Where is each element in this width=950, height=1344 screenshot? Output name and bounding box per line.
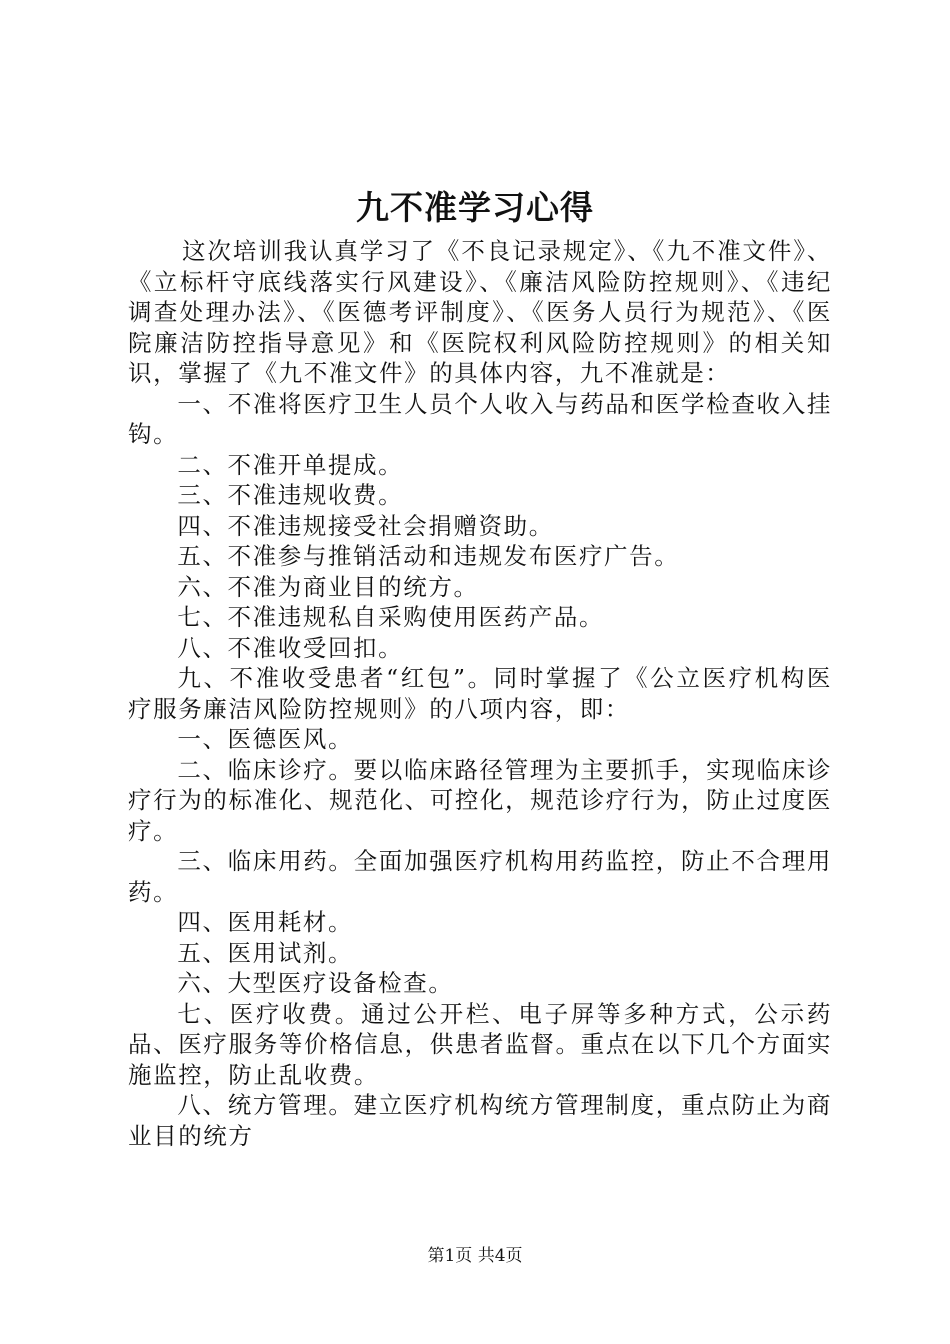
risk-paragraph: 一、医德医风。 (177, 725, 354, 753)
rule-paragraph: 一、不准将医疗卫生人员个人收入与药品和医学检查收入挂钩。 (128, 389, 832, 448)
risk-paragraph: 四、医用耗材。 (177, 908, 354, 936)
intro-paragraph: 这次培训我认真学习了《不良记录规定》、《九不准文件》、《立标杆守底线落实行风建设》、《廉洁风险防控规则》、《违纪调查处理办法》、《医德考评制度》、《医务人员行为规范》、《医院廉洁防控指导意见》和《医院权利风险防控规则》的相关知识，掌握了《九不准文件》的具体内容，九不准就是： (128, 237, 832, 387)
rule-paragraph: 六、不准为商业目的统方。 (177, 572, 479, 601)
risk-paragraph: 五、医用试剂。 (177, 938, 354, 967)
risk-paragraph: 三、临床用药。全面加强医疗机构用药监控，防止不合理用药。 (128, 847, 832, 906)
rule-paragraph: 三、不准违规收费。 (177, 481, 404, 509)
document-body (128, 236, 832, 1151)
document-title: 九不准学习心得 (356, 188, 594, 227)
page-footer: 第1页 共4页 (427, 1246, 523, 1266)
risk-paragraph: 二、临床诊疗。要以临床路径管理为主要抓手，实现临床诊疗行为的标准化、规范化、可控化，规范诊疗行为，防止过度医疗。 (128, 755, 832, 845)
rule-paragraph: 九、不准收受患者“红包”。同时掌握了《公立医疗机构医疗服务廉洁风险防控规则》的八项内容，即： (128, 664, 832, 723)
rule-paragraph: 五、不准参与推销活动和违规发布医疗广告。 (177, 542, 680, 570)
risk-paragraph: 六、大型医疗设备检查。 (177, 969, 454, 997)
rule-paragraph: 八、不准收受回扣。 (177, 633, 404, 662)
rule-paragraph: 七、不准违规私自采购使用医药产品。 (177, 603, 605, 631)
risk-paragraph: 八、统方管理。建立医疗机构统方管理制度，重点防止为商业目的统方 (128, 1091, 832, 1150)
risk-paragraph: 七、医疗收费。通过公开栏、电子屏等多种方式，公示药品、医疗服务等价格信息，供患者监督。重点在以下几个方面实施监控，防止乱收费。 (128, 999, 832, 1089)
rule-paragraph: 四、不准违规接受社会捐赠资助。 (177, 511, 554, 540)
rule-paragraph: 二、不准开单提成。 (177, 450, 404, 479)
